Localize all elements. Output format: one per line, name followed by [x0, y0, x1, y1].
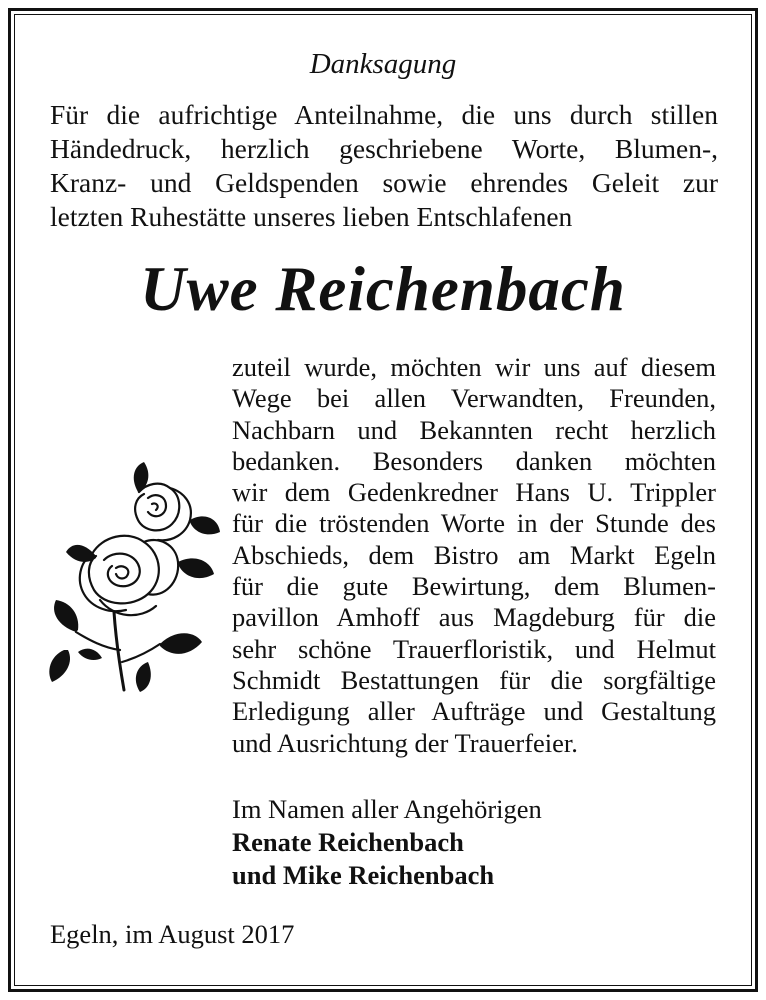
signature-name: Renate Reichenbach: [232, 827, 464, 857]
body-line: Erledigung aller Aufträge und Gestaltung: [232, 696, 716, 727]
body-paragraph: [232, 352, 716, 759]
heading: Danksagung: [309, 48, 457, 80]
intro-line: Für die aufrichtige Anteilnahme, die uns durch stillen: [50, 99, 718, 130]
body-line: für die tröstenden Worte in der Stunde des: [232, 508, 716, 539]
intro-paragraph: [50, 98, 718, 234]
signature-block: [232, 793, 716, 892]
signature-intro: Im Namen aller Angehörigen: [232, 794, 542, 824]
intro-line: Händedruck, herzlich geschriebene Worte, Blumen-,: [50, 133, 718, 164]
rose-icon: [44, 462, 220, 694]
body-line: Schmidt Bestattungen für die sorgfältige: [232, 664, 716, 695]
body-line: Wege bei allen Verwandten, Freunden,: [232, 383, 716, 414]
body-line: pavillon Amhoff aus Magdeburg für die: [232, 602, 716, 633]
intro-line: Kranz- und Geldspenden sowie ehrendes Geleit zur: [50, 167, 718, 198]
body-line: wir dem Gedenkredner Hans U. Trippler: [232, 477, 716, 508]
body-line: für die gute Bewirtung, dem Blumen-: [232, 571, 716, 602]
intro-line: letzten Ruhestätte unseres lieben Entschlafenen: [50, 201, 573, 232]
body-line: sehr schöne Trauerfloristik, und Helmut: [232, 633, 716, 664]
body-line: Abschieds, dem Bistro am Markt Egeln: [232, 539, 716, 570]
body-line: bedanken. Besonders danken möchten: [232, 445, 716, 476]
place-date: Egeln, im August 2017: [50, 919, 295, 949]
body-line: Nachbarn und Bekannten recht herzlich: [232, 414, 716, 445]
deceased-name: Uwe Reichenbach: [140, 254, 626, 324]
body-line: zuteil wurde, möchten wir uns auf diesem: [232, 352, 716, 382]
signature-name: und Mike Reichenbach: [232, 860, 495, 890]
body-line: und Ausrichtung der Trauerfeier.: [232, 727, 578, 758]
